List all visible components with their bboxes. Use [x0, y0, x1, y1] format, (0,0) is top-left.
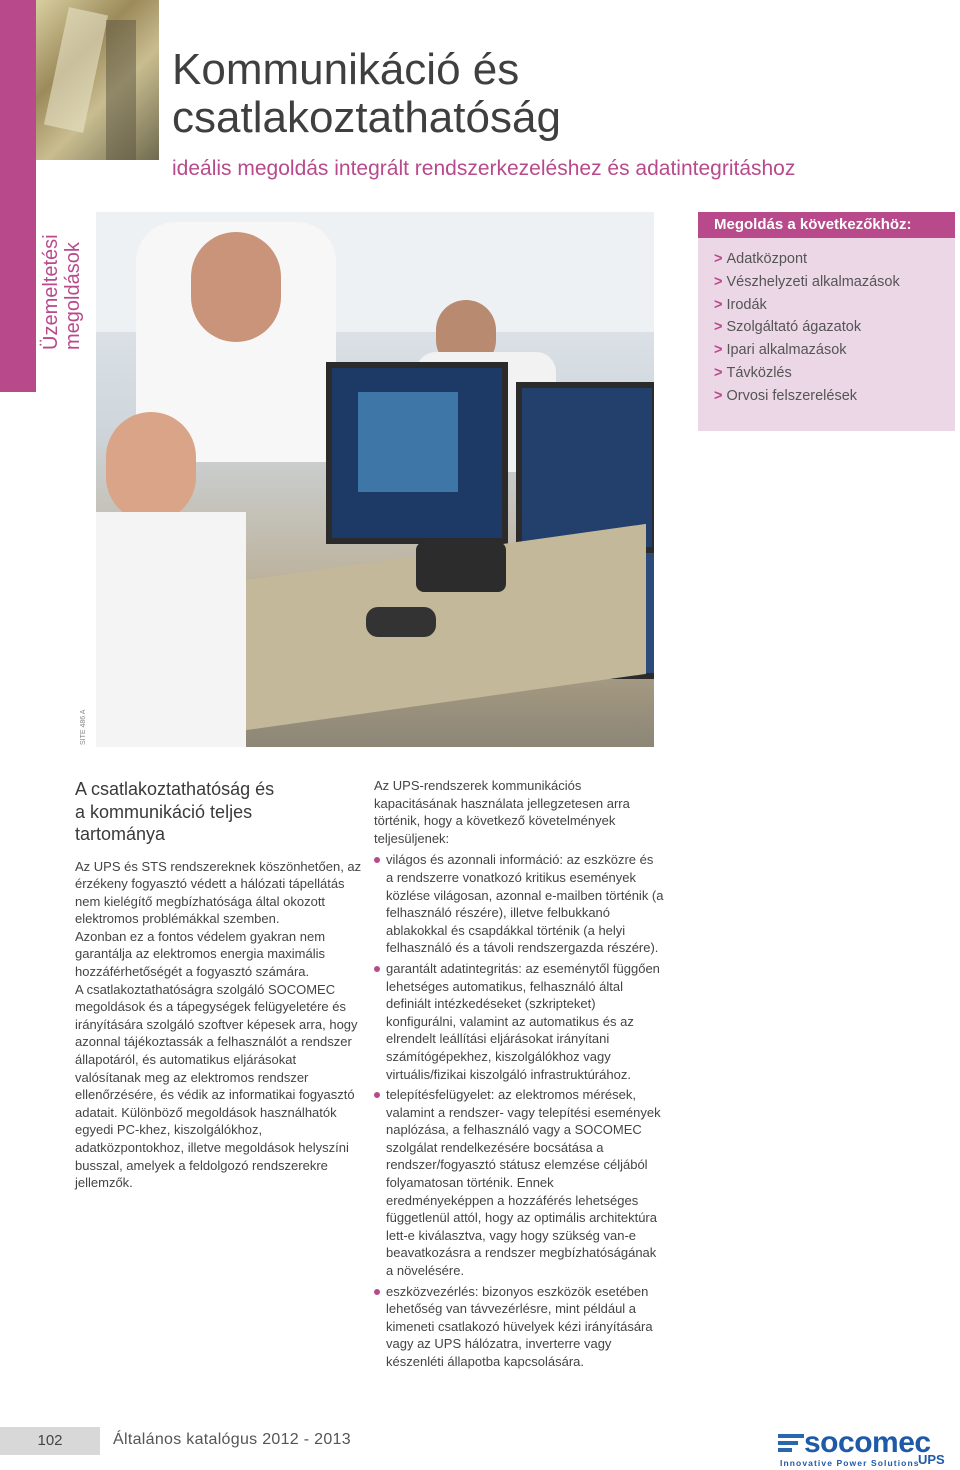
logo-wordmark: socomec — [804, 1426, 931, 1459]
logo-ups: UPS — [918, 1452, 945, 1467]
bullet-icon — [374, 1289, 380, 1295]
body-paragraph: Azonban ez a fontos védelem gyakran nem garantálja az elektromos energia maximális hozzáférhetőségét a fogyasztó számára. — [75, 928, 326, 980]
sidebar-band — [0, 0, 36, 392]
solution-item: > Orvosi felszerelések — [714, 387, 858, 404]
section-label — [40, 0, 100, 392]
chevron-right-icon: > — [714, 387, 723, 404]
page-number: 102 — [0, 1427, 100, 1455]
requirement-item: eszközvezérlés: bizonyos eszközök esetében lehetőség van távvezérlésre, mint például a kimeneti csatlakozó hüvelyek kézi irányítására vagy az UPS hálózatra, inverterre vagy készenléti állapotba kapcsolására. — [374, 1283, 664, 1371]
bullet-icon — [374, 857, 380, 863]
solutions-list — [698, 238, 955, 408]
control-room-photo — [96, 212, 654, 747]
logo-mark-icon — [778, 1434, 806, 1456]
left-column — [75, 778, 365, 1192]
page-title-line2: csatlakoztathatóság — [172, 93, 561, 142]
logo-tagline: Innovative Power Solutions — [780, 1458, 920, 1468]
chevron-right-icon: > — [714, 342, 723, 359]
bullet-icon — [374, 966, 380, 972]
page-title — [172, 46, 561, 142]
requirements-intro: Az UPS-rendszerek kommunikációs kapacitásának használata jellegzetesen arra történik, hogy a következő követelmények teljesüljenek: — [374, 778, 630, 846]
solution-item: > Ipari alkalmazások — [714, 342, 847, 359]
socomec-logo — [778, 1426, 953, 1468]
page-subtitle: ideális megoldás integrált rendszerkezeléshez és adatintegritáshoz — [172, 157, 796, 180]
requirement-item: világos és azonnali információ: az eszközre és a rendszerre vonatkozó kritikus események közlése világosan, azonnal e-mailben történik (a felhasználó részére), illetve felbukkanó ablakokkal és csapdákkal történik (a helyi felhasználó és a távoli rendszergazda részére). — [374, 851, 664, 957]
section-label-line1: Üzemeltetési — [40, 234, 62, 350]
page-title-line1: Kommunikáció és — [172, 45, 520, 94]
chevron-right-icon: > — [714, 319, 723, 336]
chevron-right-icon: > — [714, 364, 723, 381]
section-heading: A csatlakoztathatóság és a kommunikáció teljes tartománya — [75, 779, 275, 844]
catalog-title: Általános katalógus 2012 - 2013 — [113, 1431, 351, 1448]
solution-item: > Adatközpont — [714, 251, 808, 267]
chevron-right-icon: > — [714, 251, 723, 267]
solution-item: > Vészhelyzeti alkalmazások — [714, 273, 900, 290]
right-column — [374, 777, 664, 1374]
solutions-header: Megoldás a következőkhöz: — [698, 212, 955, 238]
solution-item: > Távközlés — [714, 364, 792, 381]
body-paragraph: A csatlakoztathatóságra szolgáló SOCOMEC megoldások és a tápegységek felügyeletére és irányítására szolgáló szoftver képesek arra, hogy azonnal tájékoztassák a felhasználót a rendszer állapotáról, és automatikus eljárásokat valósítanak meg az elektromos rendszer ellenőrzésére, és védik az informatikai fogyasztó adatait. Különböző megoldások használhatók egyedi PC-khez, kiszolgálókhoz, adatközpontokhoz, illetve megoldások helyszíni busszal, amelyek a feldolgozó rendszerekre jellemzők. — [75, 981, 358, 1191]
solution-item: > Irodák — [714, 296, 767, 313]
chevron-right-icon: > — [714, 296, 723, 313]
chevron-right-icon: > — [714, 273, 723, 290]
requirements-list — [374, 851, 664, 1370]
solution-item: > Szolgáltató ágazatok — [714, 319, 862, 336]
bullet-icon — [374, 1092, 380, 1098]
requirement-item: garantált adatintegritás: az eseménytől függően lehetséges automatikus, felhasználó által definiált intézkedéseket (szkripteket) konfigurálni, valamint az automatikus és az elrendelt leállítási eljárásokat irányítani számítógépekhez, kiszolgálókhoz vagy virtuális/fizikai kiszolgáló infrastruktúrához. — [374, 960, 664, 1083]
solutions-panel — [698, 212, 955, 431]
body-paragraph: Az UPS és STS rendszereknek köszönhetően, az érzékeny fogyasztó védett a hálózati tápellátás nem kielégítő megbízhatósága által okozott elektromos problémákkal szemben. — [75, 858, 362, 927]
section-label-line2: megoldások — [62, 242, 84, 350]
requirement-item: telepítésfelügyelet: az elektromos mérések, valamint a rendszer- vagy telepítési események naplózása, a felhasználó vagy a SOCOMEC szolgálat rendelkezésére bocsátása a rendszer/fogyasztó státusz elemzése céljából folyamatosan történik. Ennek eredményeképpen a hozzáférés lehetséges függetlenül attól, hogy az optimális architektúra lett-e kiválasztva, vagy hogy szükség van-e beavatkozásra a rendszer megbízhatóságának a növelésére. — [374, 1086, 664, 1280]
photo-credit: SITE 486 A — [80, 709, 87, 745]
